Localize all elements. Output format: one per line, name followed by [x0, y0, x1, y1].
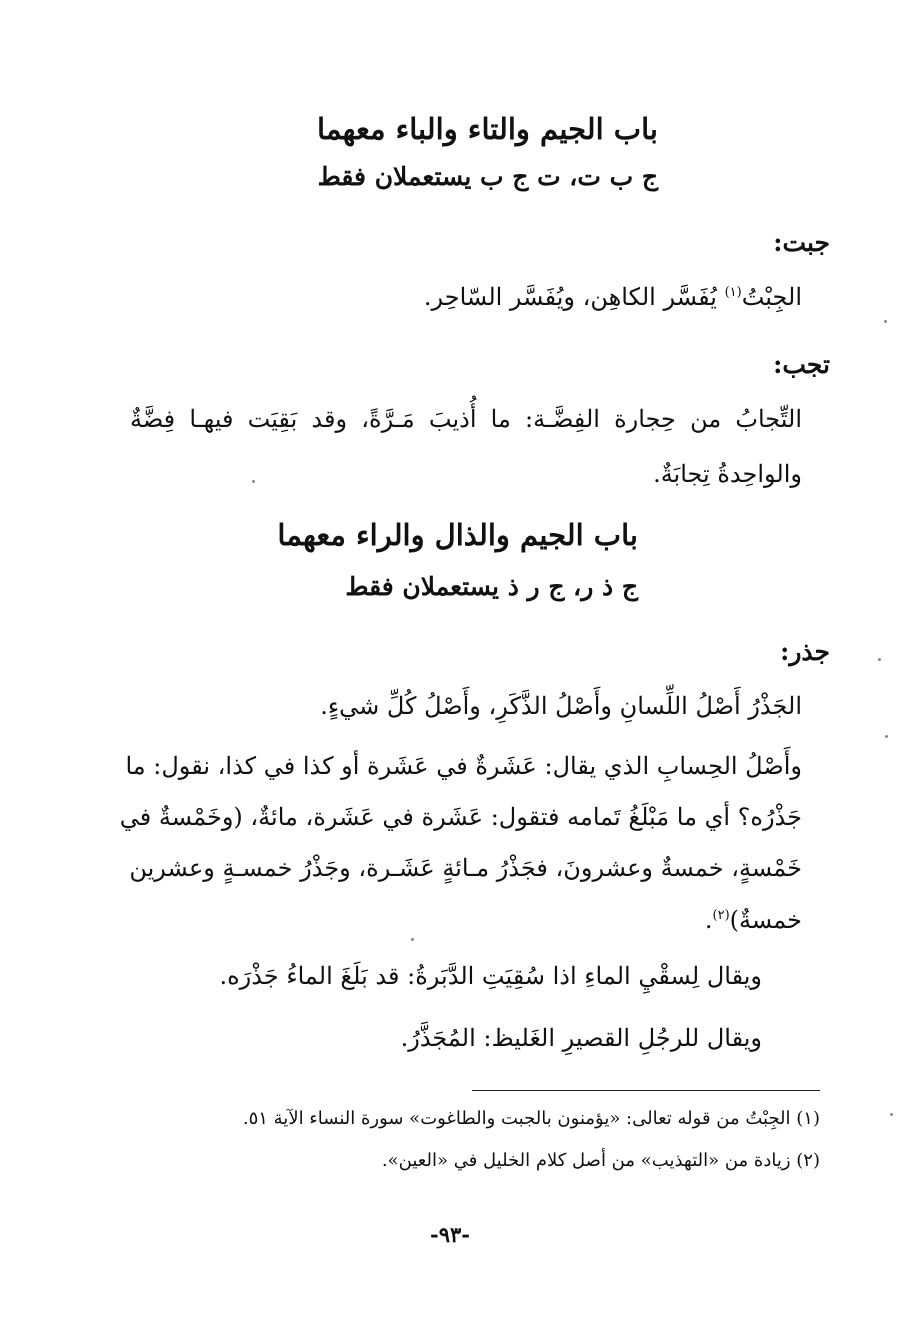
entry-heading-jabt: جبت: [773, 228, 830, 257]
chapter-title-jim-dhal-ra: باب الجيم والذال والراء معهما [277, 518, 638, 552]
footnote-1: (١) الجِبْتُ من قوله تعالى: «يؤمنون بالجبت والطاغوت» سورة النساء الآية ٥١. [242, 1108, 820, 1129]
page-number: -٩٣- [430, 1222, 470, 1247]
scan-speck [411, 938, 414, 941]
paragraph-line-4-text: خمسةٌ) [729, 906, 802, 934]
entry-text-jabt [424, 283, 802, 311]
entry-line-tajab-2: والواحِدةُ تِجابَةٌ. [653, 460, 802, 488]
entry-line-man: ويقال للرجُلِ القصيرِ الغَليظ: المُجَذَّرُ. [400, 1024, 762, 1052]
entry-line-water: ويقال لِسقْيِ الماءِ اذا سُقِيَتِ الدَّبَرةُ: قد بَلَغَ الماءُ جَذْرَه. [219, 962, 762, 990]
footnote-separator [472, 1090, 820, 1091]
entry-heading-jadhr: جذر: [780, 637, 830, 666]
paragraph-line-4-end: . [704, 906, 713, 934]
entry-line-tajab-1: التِّجابُ من حِجارة الفِضَّـة: ما أُذيبَ مَـرَّةً، وقد بَقِيَت فيهـا فِضَّةٌ [130, 405, 802, 433]
entry-line-jadhr-1: الجَذْرُ أَصْلُ اللِّسانِ وأَصْلُ الذَّكَرِ، وأَصْلُ كُلِّ شيءٍ. [320, 692, 802, 720]
scan-speck [890, 1113, 893, 1116]
chapter-subtitle-jim-dhal-ra: ج ذ ر، ج ر ذ يستعملان فقط [345, 572, 638, 601]
entry-paragraph-line-2: جَذْرُه؟ أي ما مَبْلَغُ تَمامه فتقول: عَشَرة في عَشَرة، مائةٌ، (وخَمْسةٌ في [119, 803, 802, 831]
footnote-2: (٢) زيادة من «التهذيب» من أصل كلام الخليل في «العين». [381, 1150, 820, 1171]
scan-speck [884, 320, 887, 323]
entry-word-jabt: الجِبْتُ [741, 283, 802, 311]
entry-rest-jabt: يُفَسَّر الكاهِن، ويُفَسَّر السّاحِر. [423, 283, 725, 311]
entry-paragraph-line-1: وأَصْلُ الحِسابِ الذي يقال: عَشَرةٌ في عَشَرة أو كذا في كذا، نقول: ما [125, 752, 802, 780]
footnote-ref-1: (١) [724, 285, 742, 300]
footnote-ref-2: (٢) [712, 908, 730, 923]
entry-paragraph-line-3: خَمْسةٍ، خمسةٌ وعشرونَ، فجَذْرُ مـائةٍ عَشَـرة، وجَذْرُ خمسـةٍ وعشرين [129, 854, 802, 882]
entry-paragraph-line-4 [705, 906, 802, 934]
entry-heading-tajab: تجب: [773, 350, 830, 379]
scan-speck [878, 658, 881, 661]
scan-speck [885, 735, 888, 738]
scan-speck [252, 480, 255, 483]
chapter-title-jim-ta-ba: باب الجيم والتاء والباء معهما [317, 112, 658, 146]
chapter-subtitle-jim-ta-ba: ج ب ت، ت ج ب يستعملان فقط [317, 162, 658, 191]
